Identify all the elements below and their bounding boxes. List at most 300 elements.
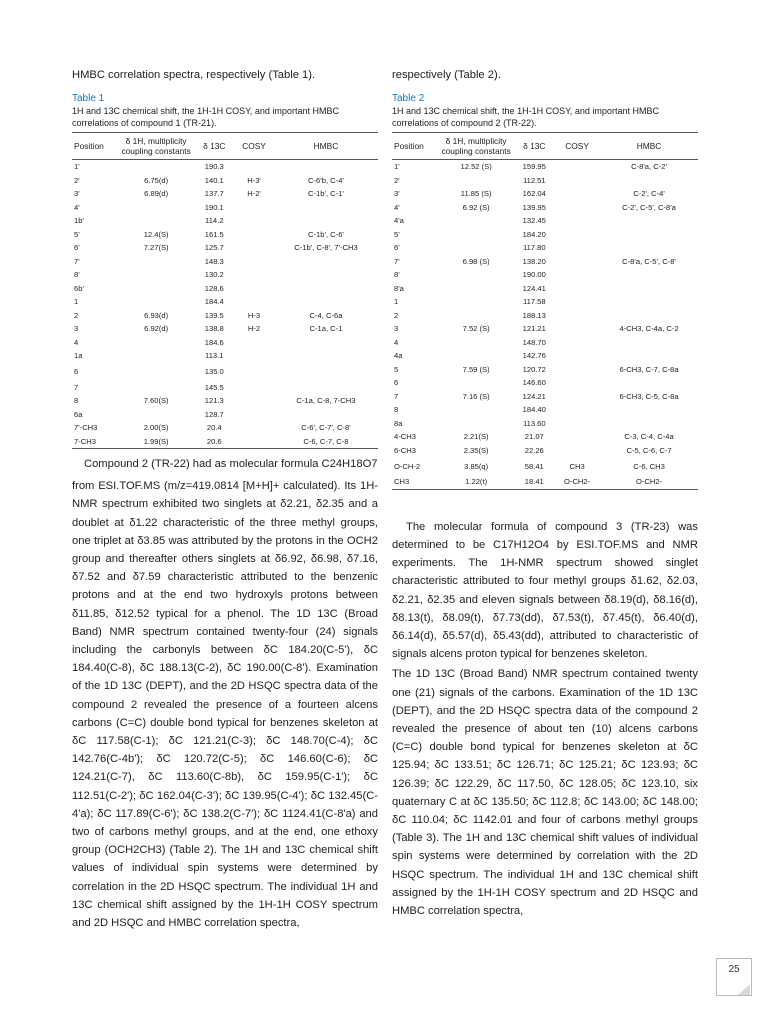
table1-cell: 3 [74, 324, 79, 334]
table2-row [392, 475, 698, 489]
table1-row [72, 282, 378, 296]
table2-row [392, 403, 698, 417]
table1-cell: C-1b', C-1' [308, 189, 344, 199]
table1-cell [234, 228, 274, 242]
table2-body [392, 160, 698, 490]
table2-cell [554, 214, 600, 228]
table2-cell: 5' [394, 229, 400, 239]
table1-row [72, 421, 378, 435]
table2-cell: 117.58 [522, 297, 546, 307]
table2-cell [554, 363, 600, 377]
table1-cell: 161.5 [204, 229, 224, 239]
table2-cell: 146.60 [522, 378, 546, 388]
table2-cell: 1 [394, 297, 399, 307]
table1-cell [274, 160, 378, 174]
table2-cell: 8 [394, 405, 399, 415]
table1-cell: 190.3 [204, 162, 224, 172]
table1-cell: 128.6 [204, 283, 224, 293]
table1-header-cosy: COSY [234, 133, 274, 160]
table2-cell [554, 241, 600, 255]
table2-row [392, 349, 698, 363]
table2-cell [554, 390, 600, 404]
table1-cell: 7.27(S) [143, 243, 169, 253]
table2-cell: 1.22(t) [438, 475, 515, 489]
table2-cell [438, 214, 515, 228]
table1-row [72, 349, 378, 363]
table2-row [392, 174, 698, 188]
table1 [72, 132, 378, 449]
table2-cell [554, 228, 600, 242]
table2-cell: 139.95 [522, 202, 546, 212]
table1-cell [234, 241, 274, 255]
table2-cell: 7.59 (S) [462, 364, 490, 374]
table2-cell: C-8'a, C-2' [631, 162, 667, 172]
table2-row [392, 309, 698, 323]
table2-cell: 6-CH3, C-7, C-8a [619, 364, 679, 374]
table2-cell: 113.60 [522, 418, 546, 428]
table1-cell [234, 295, 274, 309]
table1-cell [274, 363, 378, 381]
table1-cell [118, 268, 195, 282]
table1-cell: 6.75(d) [144, 175, 169, 185]
table2-cell: 148.70 [522, 337, 546, 347]
table2-cell: 4-CH3, C-4a, C-2 [619, 324, 679, 334]
table2-cell: 5 [394, 364, 399, 374]
table1-cell: 114.2 [205, 216, 224, 226]
table2-cell: 4a [394, 351, 403, 361]
table1-cell: 2.00(S) [143, 423, 169, 433]
table2-cell: 7 [394, 391, 399, 401]
table2-cell [600, 268, 698, 282]
table1-row [72, 322, 378, 336]
table2-cell: 3 [394, 324, 399, 334]
table2-cell [438, 268, 515, 282]
table2-row [392, 390, 698, 404]
table1-cell [274, 282, 378, 296]
table2-cell [600, 376, 698, 390]
table2-header-hmbc: HMBC [600, 133, 698, 160]
table2-cell: 138.20 [522, 256, 546, 266]
table1-cell [274, 381, 378, 395]
table1-cell: C-6, C-7, C-8 [274, 435, 378, 449]
table2-cell [554, 174, 600, 188]
table2-cell: 3' [394, 189, 400, 199]
table2-cell [554, 349, 600, 363]
table1-row [72, 201, 378, 215]
table1-cell: 1 [74, 297, 79, 307]
table2-cell [554, 309, 600, 323]
table2-header-row [392, 133, 698, 160]
table2-cell [438, 174, 515, 188]
table2-cell: 6.92 (S) [462, 202, 490, 212]
table2-cell [554, 282, 600, 296]
table2-cell: 112.51 [522, 175, 546, 185]
table1-cell: 125.7 [204, 243, 224, 253]
table2-header-cosy: COSY [554, 133, 600, 160]
table2-cell: C-8'a, C-5', C-8' [622, 256, 676, 266]
table1-header-position: Position [72, 133, 118, 160]
table1-cell [118, 336, 195, 350]
table2-cell [600, 417, 698, 431]
table1-row [72, 394, 378, 408]
table1-cell [274, 268, 378, 282]
table1-row [72, 174, 378, 188]
table2-cell [554, 417, 600, 431]
table1-cell [274, 336, 378, 350]
table1-cell: 140.1 [204, 175, 224, 185]
table1-row [72, 309, 378, 323]
table1-cell [234, 160, 274, 174]
table2-cell [600, 336, 698, 350]
table1-row [72, 241, 378, 255]
table2-header-position: Position [392, 133, 438, 160]
table2-cell [438, 282, 515, 296]
table1-cell [234, 394, 274, 408]
table1-row [72, 160, 378, 174]
table1-row [72, 295, 378, 309]
table2-cell: 4 [394, 337, 399, 347]
table2-cell [554, 376, 600, 390]
table1-cell: 145.5 [204, 382, 224, 392]
table1-row [72, 214, 378, 228]
table2-cell: 124.41 [522, 283, 546, 293]
page-curl-decoration [738, 984, 750, 995]
table2-cell [600, 309, 698, 323]
table2-caption: Table 2 [392, 93, 425, 105]
table2 [392, 132, 698, 490]
table2-cell [438, 376, 515, 390]
table2-cell [438, 336, 515, 350]
table1-cell: 6a [74, 409, 83, 419]
table2-cell [554, 201, 600, 215]
table2-cell [438, 241, 515, 255]
table1-cell: 184.4 [204, 297, 224, 307]
table1-cell [118, 295, 195, 309]
table2-row [392, 214, 698, 228]
table2-cell: 21.07 [524, 432, 544, 442]
table2-cell [554, 403, 600, 417]
table2-cell: 2.21(S) [463, 432, 489, 442]
table2-cell: 6.98 (S) [462, 256, 490, 266]
table2-row [392, 282, 698, 296]
table2-cell [438, 403, 515, 417]
table2-cell: 1' [394, 162, 400, 172]
table1-row [72, 255, 378, 269]
table2-row [392, 201, 698, 215]
table1-cell: 5' [74, 229, 80, 239]
table2-cell [554, 187, 600, 201]
table2-cell [600, 403, 698, 417]
table1-cell [234, 336, 274, 350]
table2-cell: CH3 [569, 461, 585, 471]
table2-cell: 120.72 [522, 364, 546, 374]
table1-body [72, 160, 378, 449]
table2-cell [554, 322, 600, 336]
table2-cell [554, 336, 600, 350]
table1-cell: 6.92(d) [144, 324, 169, 334]
table2-cell: 8a [394, 418, 403, 428]
table2-row [392, 376, 698, 390]
table2-cell [600, 295, 698, 309]
table2-cell: CH3 [392, 475, 438, 489]
table1-cell: 8' [74, 270, 80, 280]
table2-cell: C-2', C-4' [633, 189, 665, 199]
table2-cell: 7' [394, 256, 400, 266]
table2-cell: 58.41 [524, 461, 544, 471]
right-column [392, 66, 698, 920]
table1-cell [234, 363, 274, 381]
table1-cell: 7.60(S) [143, 396, 169, 406]
table2-row [392, 363, 698, 377]
table2-row [392, 336, 698, 350]
table1-cell [118, 408, 195, 422]
table2-cell: 12.52 (S) [460, 162, 492, 172]
left-intro-line: HMBC correlation spectra, respectively (Table 1). [72, 69, 316, 81]
table1-row [72, 268, 378, 282]
table1-description: 1H and 13C chemical shift, the 1H-1H COSY, and important HMBC correlations of compound 1 (TR-21). [72, 106, 339, 129]
table1-cell [234, 421, 274, 435]
table2-row [392, 160, 698, 174]
table2-cell [554, 255, 600, 269]
table1-cell: 2 [74, 310, 79, 320]
table2-cell [554, 268, 600, 282]
table1-cell: 1' [74, 162, 80, 172]
table1-cell: 138.8 [204, 324, 224, 334]
table1-cell [234, 255, 274, 269]
table1-cell: 190.1 [204, 202, 224, 212]
compound2-heading: Compound 2 (TR-22) had as molecular formula C24H18O7 [84, 458, 378, 471]
table2-row [392, 444, 698, 458]
table1-cell: C-1a, C-1 [309, 324, 343, 334]
table1-cell: C-1a, C-8, 7-CH3 [296, 396, 356, 406]
table2-cell: C-2', C-5', C-8'a [622, 202, 676, 212]
table1-cell [274, 201, 378, 215]
table2-cell: 22.26 [524, 445, 544, 455]
table1-cell: 1a [74, 351, 83, 361]
table2-cell: 124.21 [522, 391, 546, 401]
table2-cell: 6-CH3 [394, 445, 416, 455]
table2-cell [438, 309, 515, 323]
table2-cell: 184.20 [522, 229, 546, 239]
table2-cell: 4' [394, 202, 400, 212]
table2-row [392, 457, 698, 475]
table1-row [72, 187, 378, 201]
table2-cell [600, 228, 698, 242]
table2-cell: 4-CH3 [394, 432, 416, 442]
table1-cell [234, 268, 274, 282]
table1-cell [234, 408, 274, 422]
table2-cell [554, 295, 600, 309]
right-paragraph-1: The molecular formula of compound 3 (TR-23) was determined to be C17H12O4 by ESI.TOF.MS and NMR experiments. The 1H-NMR spectrum showed singlet characteristic attributed to four methyl groups δ1.62, δ2.03, δ2.21, δ2.35 and eleven signals between δ8.19(d), δ8.16(d), δ8.13(t), δ8.09(t), δ7.73(dd), δ7.53(t), δ7.45(t), δ6.40(d), δ6.14(d), δ5.57(d), δ5.43(dd), attributed to characteristic of signals alcens proton typical for benzenes skeleton. [392, 520, 698, 661]
table1-cell [274, 255, 378, 269]
table1-cell: 148.3 [204, 256, 224, 266]
table1-header-row [72, 133, 378, 160]
table2-row [392, 255, 698, 269]
table2-cell: 184.40 [522, 405, 546, 415]
table1-cell: 130.2 [204, 270, 224, 280]
table2-cell [554, 430, 600, 444]
table1-cell [234, 435, 274, 449]
table1-cell: 7' [74, 256, 80, 266]
left-column [72, 66, 378, 932]
table2-row [392, 241, 698, 255]
table2-row [392, 417, 698, 431]
table2-row [392, 228, 698, 242]
table1-cell: 6 [74, 367, 79, 377]
table2-cell [600, 349, 698, 363]
table2-cell [600, 241, 698, 255]
table2-cell: 11.85 (S) [460, 189, 492, 199]
table2-cell: 8'a [394, 283, 404, 293]
table2-cell: O-CH2- [554, 475, 600, 489]
table2-cell: O-CH-2 [394, 461, 421, 471]
table2-cell: 8' [394, 270, 400, 280]
table1-cell: 135.0 [204, 367, 224, 377]
table1-cell: 184.6 [204, 337, 224, 347]
left-paragraph: from ESI.TOF.MS (m/z=419.0814 [M+H]+ calculated). Its 1H-NMR spectrum exhibited two singlets at δ2.21, δ2.35 and a doublet at δ1.22 characteristic of the three methyl groups, one triplet at δ3.85 was attributed by the protons in the OCH2 group and thereafter others singlets at δ6.92, δ6.98, δ7.16, δ7.52 and δ7.59 characteristic attributed to the benzenic protons and at the end two hydroxyls protons between δ11.85, δ12.52 typical for a phenol. The 1D 13C (Broad Band) NMR spectrum contained twenty-four (24) signals including the carbonyls between δC 184.20(C-5'), δC 184.40(C-8), δC 188.13(C-2), δC 190.00(C-8'). Examination of the 1D 13C (DEPT), and the 2D HSQC spectra data of the compound 2 revealed the presence of a fourteen alcens carbons (C=C) double bond typical for benzenes skeleton at δC 117.58(C-1); δC 121.21(C-3); δC 148.70(C-4); δC 142.76(C-4b'); δC 120.72(C-5); δC 146.60(C-6); δC 124.21(C-7), δC 113.60(C-8b), δC 159.95(C-1'); δC 112.51(C-2'); δC 162.04(C-3'); δC 139.95(C-4'); δC 132.45(C-4'a); δC 117.89(C-6'); δC 138.2(C-7'); δC 1124.41(C-8'a) and two of carbons methyl groups, and at the end, one ethoxy group (OCH2CH3) (Table 2). The 1H and 13C chemical shift values of individual spin systems were determined by correlation in the 2D HSQC spectrum. The individual 1H and 13C chemical shift assigned by the 1H-1H COSY spectrum and 2D HSQC and HMBC correlation spectra, [72, 480, 378, 930]
table2-cell: 6 [394, 378, 399, 388]
table2-row [392, 322, 698, 336]
table1-row [72, 381, 378, 395]
table2-cell [600, 282, 698, 296]
table1-header-hmbc: HMBC [274, 133, 378, 160]
table1-header-h-shift: δ 1H, multiplicity coupling constants [118, 133, 195, 160]
table1-caption: Table 1 [72, 93, 105, 105]
table1-cell: H-3' [247, 175, 261, 185]
table1-cell [234, 201, 274, 215]
table2-cell: 18.41 [514, 475, 554, 489]
table2-cell: 190.00 [522, 270, 546, 280]
table2-cell: 159.95 [522, 162, 546, 172]
table1-cell: 6.89(d) [144, 189, 169, 199]
page-number: 25 [716, 958, 752, 996]
table1-row [72, 363, 378, 381]
table1-cell: 7 [74, 382, 79, 392]
table2-cell [554, 444, 600, 458]
table2-row [392, 187, 698, 201]
table1-cell: H-3 [247, 310, 261, 320]
table2-cell [554, 160, 600, 174]
right-intro-line: respectively (Table 2). [392, 69, 501, 81]
table1-cell [118, 214, 195, 228]
table2-header-c-shift: δ 13C [514, 133, 554, 160]
table2-cell: 2' [394, 175, 400, 185]
table1-cell: 4' [74, 202, 80, 212]
table2-cell: 117.80 [522, 243, 546, 253]
table1-cell: C-6', C-7', C-8' [301, 423, 351, 433]
table1-cell [118, 381, 195, 395]
table1-cell: 128.7 [204, 409, 224, 419]
table2-cell: 3.85(q) [464, 461, 489, 471]
table2-cell: 2 [394, 310, 399, 320]
table1-cell: 6.93(d) [144, 310, 169, 320]
table1-cell [234, 381, 274, 395]
table2-cell: 7.16 (S) [462, 391, 490, 401]
table2-cell [600, 174, 698, 188]
table1-cell [118, 282, 195, 296]
table1-cell: C-1b', C-6' [308, 229, 344, 239]
table1-cell [274, 295, 378, 309]
table1-cell [118, 201, 195, 215]
table1-cell [118, 349, 195, 363]
table1-cell: C-4, C-6a [309, 310, 343, 320]
table2-row [392, 430, 698, 444]
table1-cell: 20.4 [206, 423, 222, 433]
table1-cell [118, 160, 195, 174]
table1-cell: 6b' [74, 283, 84, 293]
table1-row [72, 435, 378, 449]
table1-cell: 7-CH3 [72, 435, 118, 449]
table1-cell: 8 [74, 396, 79, 406]
table2-cell: 142.76 [522, 351, 546, 361]
table2-cell: 162.04 [522, 189, 546, 199]
table2-row [392, 268, 698, 282]
table2-cell: 4'a [394, 216, 404, 226]
table1-header-c-shift: δ 13C [194, 133, 234, 160]
table1-cell [118, 363, 195, 381]
table1-cell: 4 [74, 337, 79, 347]
table2-cell [438, 295, 515, 309]
table1-cell: 12.4(S) [143, 229, 169, 239]
table2-row [392, 295, 698, 309]
table1-cell [274, 408, 378, 422]
right-paragraph-2: The 1D 13C (Broad Band) NMR spectrum contained twenty one (21) signals of the carbons. Examination of the 1D 13C (DEPT), and the 2D HSQC spectra data of the compound 2 revealed the presence of about ten (10) alcens carbons (C=C) double bond typical for benzenes skeleton at δC 125.94; δC 133.51; δC 126.71; δC 125.21; δC 123.93; δC 126.39; δC 122.29, δC 117.50, δC 128.05; δC 123.10, six quaternary C at δC 135.50; δC 112.8; δC 143.00; δC 148.00; δC 110.04; δC 1142.01 and four of carbons methyl groups (Table 3). The 1H and 13C chemical shift values of individual spin systems were determined by correlation with the 2D HSQC spectrum. The individual 1H and 13C chemical shift assigned by the 1H-1H COSY spectrum and 2D HSQC and HMBC correlation spectra, [392, 668, 698, 917]
table2-cell: C-5, C-6, C-7 [626, 445, 672, 455]
table1-cell: 113.1 [205, 351, 224, 361]
table1-cell: 137.7 [204, 189, 224, 199]
table1-cell [234, 349, 274, 363]
table1-cell [234, 282, 274, 296]
table2-cell: O-CH2- [600, 475, 698, 489]
table1-cell: 2' [74, 175, 80, 185]
table1-cell: H-2 [247, 324, 261, 334]
table2-cell: C-3, C-4, C-4a [624, 432, 674, 442]
table2-cell [438, 417, 515, 431]
table1-row [72, 228, 378, 242]
table1-cell: H-2' [247, 189, 261, 199]
table1-cell [118, 255, 195, 269]
table1-cell: C-1b', C-8', 7'-CH3 [294, 243, 358, 253]
table2-header-h-shift: δ 1H, multiplicity coupling constants [438, 133, 515, 160]
table1-cell [234, 214, 274, 228]
table2-cell [600, 214, 698, 228]
table1-cell: 7'-CH3 [74, 423, 98, 433]
table2-cell: 2.35(S) [463, 445, 489, 455]
table1-cell: 6' [74, 243, 80, 253]
table1-cell: C-6'b, C-4' [308, 175, 344, 185]
table1-cell: 1b' [74, 216, 84, 226]
table2-cell: 121.21 [522, 324, 546, 334]
table2-cell [438, 228, 515, 242]
table2-cell: 6' [394, 243, 400, 253]
table1-cell [274, 349, 378, 363]
table2-description: 1H and 13C chemical shift, the 1H-1H COSY, and important HMBC correlations of compound 2 (TR-22). [392, 106, 659, 129]
table1-row [72, 408, 378, 422]
table2-cell: 6-CH3, C-5, C-8a [619, 391, 679, 401]
table2-cell: 7.52 (S) [462, 324, 490, 334]
table1-cell [274, 214, 378, 228]
table2-cell: 188.13 [522, 310, 546, 320]
table2-cell [438, 349, 515, 363]
table2-cell: C-6, CH3 [633, 461, 665, 471]
table1-cell: 121.3 [204, 396, 224, 406]
table2-cell: 132.45 [522, 216, 546, 226]
table1-cell: 139.5 [204, 310, 224, 320]
table1-row [72, 336, 378, 350]
table1-cell: 20.6 [194, 435, 234, 449]
table1-cell: 3' [74, 189, 80, 199]
table1-cell: 1.99(S) [118, 435, 195, 449]
